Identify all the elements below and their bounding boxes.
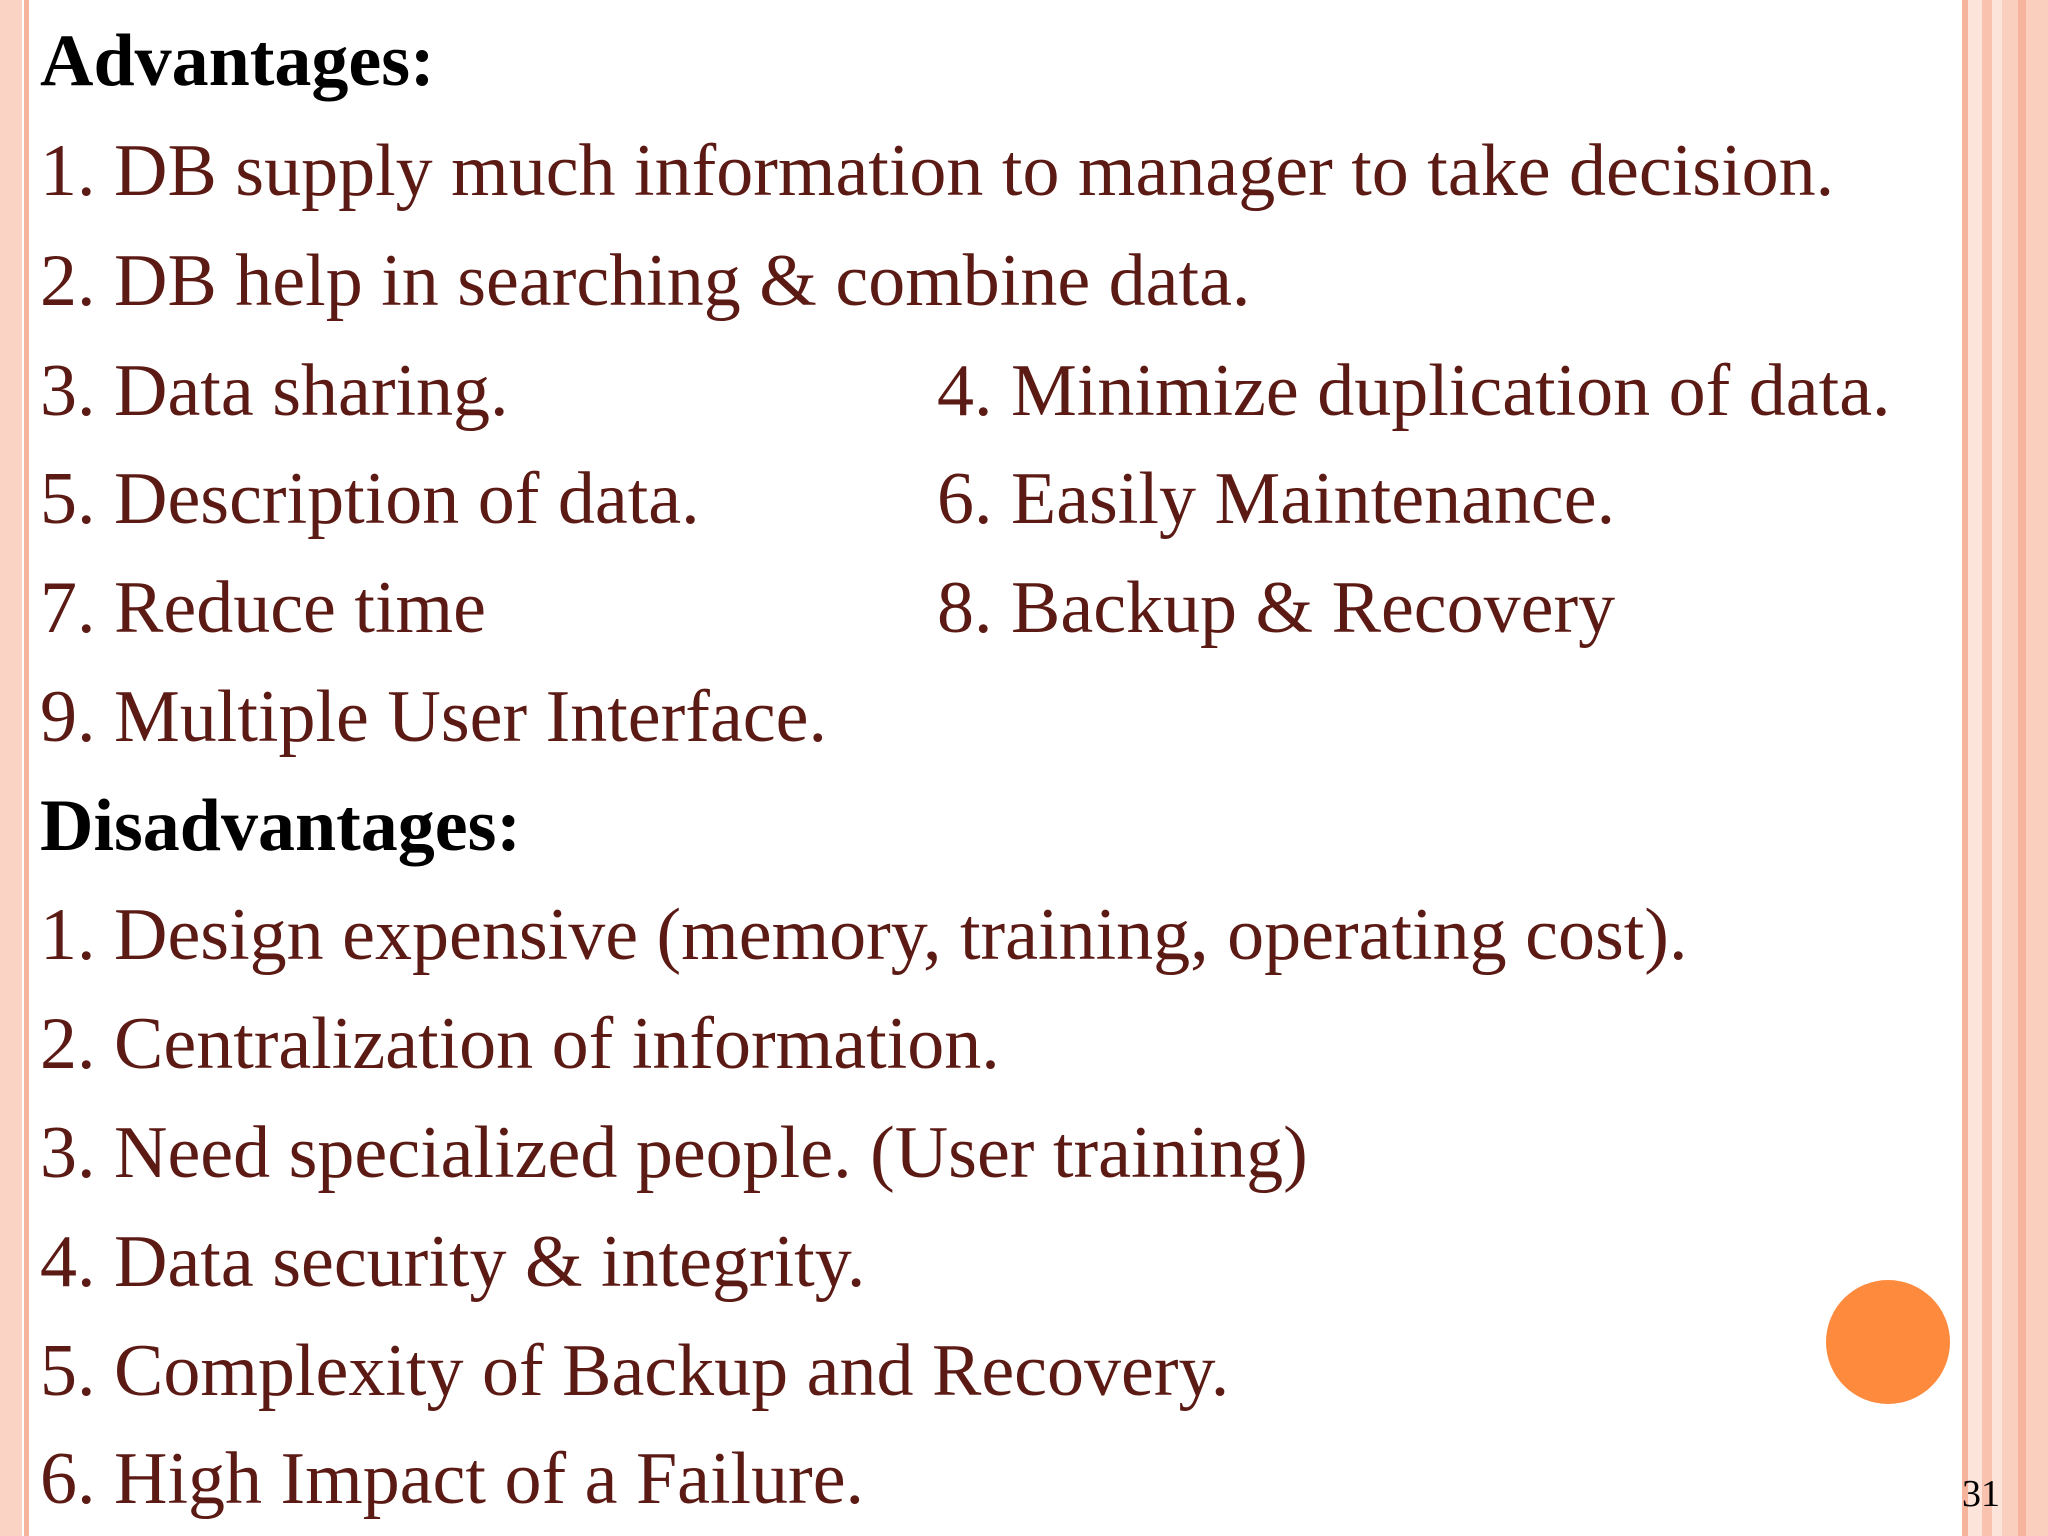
advantage-item: 9. Multiple User Interface.	[40, 676, 827, 758]
disadvantages-heading: Disadvantages:	[40, 785, 522, 867]
advantage-item: 2. DB help in searching & combine data.	[40, 240, 1251, 322]
right-border-stripe	[2018, 0, 2026, 1536]
advantage-row	[40, 553, 1616, 663]
advantage-row	[40, 336, 1891, 446]
left-border-line	[24, 0, 29, 1536]
disadvantage-item: 6. High Impact of a Failure.	[40, 1438, 865, 1520]
advantage-item: 7. Reduce time	[40, 567, 486, 649]
disadvantage-item: 1. Design expensive (memory, training, operating cost).	[40, 894, 1688, 976]
disadvantage-item: 4. Data security & integrity.	[40, 1221, 866, 1303]
page-number: 31	[1962, 1473, 2000, 1515]
advantage-row	[40, 444, 1616, 554]
advantage-item: 8. Backup & Recovery	[937, 567, 1616, 649]
advantage-item: 3. Data sharing.	[40, 350, 509, 432]
right-border-stripe	[1992, 0, 2002, 1536]
advantage-item: 6. Easily Maintenance.	[937, 458, 1616, 540]
disadvantage-item: 3. Need specialized people. (User training)	[40, 1112, 1308, 1194]
disadvantage-item: 5. Complexity of Backup and Recovery.	[40, 1330, 1230, 1412]
advantages-heading: Advantages:	[40, 20, 435, 102]
advantage-item: 5. Description of data.	[40, 458, 700, 540]
disadvantage-item: 2. Centralization of information.	[40, 1003, 1000, 1085]
advantage-item: 1. DB supply much information to manager to take decision.	[40, 130, 1835, 212]
left-border-bar	[0, 0, 22, 1536]
right-border-stripe	[1968, 0, 1982, 1536]
right-border-stripe	[1982, 0, 1992, 1536]
decorative-circle	[1826, 1280, 1950, 1404]
advantage-item: 4. Minimize duplication of data.	[937, 350, 1891, 432]
